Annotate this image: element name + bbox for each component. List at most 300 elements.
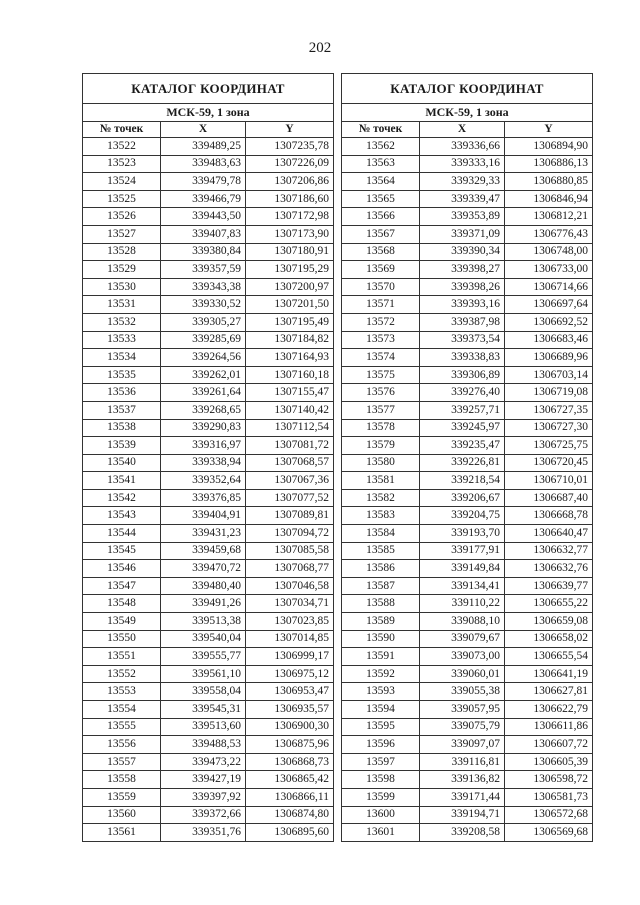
y-coordinate-cell: 1306687,40 (505, 489, 593, 507)
point-number-cell: 13532 (83, 313, 161, 331)
table-row (342, 296, 593, 314)
table-row (83, 665, 334, 683)
y-coordinate-cell: 1307173,90 (246, 225, 334, 243)
table-row (83, 419, 334, 437)
table-row (83, 683, 334, 701)
y-coordinate-cell: 1306641,19 (505, 665, 593, 683)
x-coordinate-cell: 339353,89 (420, 208, 505, 226)
point-number-cell: 13526 (83, 208, 161, 226)
table-row (342, 613, 593, 631)
point-number-cell: 13528 (83, 243, 161, 261)
y-coordinate-cell: 1306572,68 (505, 806, 593, 824)
x-coordinate-cell: 339407,83 (161, 225, 246, 243)
point-number-cell: 13587 (342, 577, 420, 595)
table-row (83, 384, 334, 402)
point-number-cell: 13600 (342, 806, 420, 824)
table-row (342, 489, 593, 507)
y-coordinate-cell: 1306714,66 (505, 278, 593, 296)
coordinate-catalog-table-right (341, 73, 593, 842)
y-coordinate-cell: 1306605,39 (505, 753, 593, 771)
point-number-cell: 13547 (83, 577, 161, 595)
point-number-cell: 13551 (83, 648, 161, 666)
table-row (83, 525, 334, 543)
x-coordinate-cell: 339488,53 (161, 736, 246, 754)
y-coordinate-cell: 1306692,52 (505, 313, 593, 331)
x-coordinate-cell: 339513,60 (161, 718, 246, 736)
catalog-title: КАТАЛОГ КООРДИНАТ (83, 74, 334, 104)
point-number-cell: 13585 (342, 542, 420, 560)
y-coordinate-cell: 1306846,94 (505, 190, 593, 208)
point-number-cell: 13582 (342, 489, 420, 507)
point-number-cell: 13525 (83, 190, 161, 208)
table-row (342, 190, 593, 208)
point-number-cell: 13557 (83, 753, 161, 771)
x-coordinate-cell: 339339,47 (420, 190, 505, 208)
table-row (83, 489, 334, 507)
point-number-cell: 13554 (83, 701, 161, 719)
y-coordinate-cell: 1307235,78 (246, 138, 334, 156)
y-coordinate-cell: 1306632,76 (505, 560, 593, 578)
point-number-cell: 13579 (342, 437, 420, 455)
table-row (83, 437, 334, 455)
x-coordinate-cell: 339398,26 (420, 278, 505, 296)
table-row (342, 243, 593, 261)
y-coordinate-cell: 1306639,77 (505, 577, 593, 595)
y-coordinate-cell: 1307068,57 (246, 454, 334, 472)
table-row (342, 788, 593, 806)
x-coordinate-cell: 339397,92 (161, 788, 246, 806)
x-coordinate-cell: 339483,63 (161, 155, 246, 173)
point-number-cell: 13527 (83, 225, 161, 243)
y-coordinate-cell: 1307140,42 (246, 401, 334, 419)
y-coordinate-cell: 1306632,77 (505, 542, 593, 560)
x-coordinate-cell: 339333,16 (420, 155, 505, 173)
point-number-cell: 13575 (342, 366, 420, 384)
table-row (83, 313, 334, 331)
point-number-cell: 13535 (83, 366, 161, 384)
y-coordinate-cell: 1306748,00 (505, 243, 593, 261)
point-number-cell: 13562 (342, 138, 420, 156)
x-coordinate-cell: 339330,52 (161, 296, 246, 314)
point-number-cell: 13572 (342, 313, 420, 331)
y-coordinate-cell: 1306719,08 (505, 384, 593, 402)
x-coordinate-cell: 339110,22 (420, 595, 505, 613)
x-coordinate-cell: 339193,70 (420, 525, 505, 543)
table-row (83, 225, 334, 243)
x-coordinate-cell: 339376,85 (161, 489, 246, 507)
table-row (83, 806, 334, 824)
table-row (342, 525, 593, 543)
x-coordinate-cell: 339079,67 (420, 630, 505, 648)
point-number-cell: 13567 (342, 225, 420, 243)
table-row (342, 507, 593, 525)
point-number-cell: 13599 (342, 788, 420, 806)
x-coordinate-cell: 339262,01 (161, 366, 246, 384)
table-row (342, 401, 593, 419)
table-row (342, 630, 593, 648)
point-number-cell: 13538 (83, 419, 161, 437)
point-number-cell: 13524 (83, 173, 161, 191)
point-number-cell: 13541 (83, 472, 161, 490)
x-coordinate-cell: 339218,54 (420, 472, 505, 490)
x-coordinate-cell: 339261,64 (161, 384, 246, 402)
point-number-cell: 13534 (83, 349, 161, 367)
table-row (83, 507, 334, 525)
y-coordinate-cell: 1306581,73 (505, 788, 593, 806)
table-row (342, 683, 593, 701)
y-coordinate-cell: 1306668,78 (505, 507, 593, 525)
x-coordinate-cell: 339513,38 (161, 613, 246, 631)
y-coordinate-cell: 1307155,47 (246, 384, 334, 402)
x-coordinate-cell: 339473,22 (161, 753, 246, 771)
y-coordinate-cell: 1307164,93 (246, 349, 334, 367)
y-coordinate-cell: 1306733,00 (505, 261, 593, 279)
point-number-cell: 13564 (342, 173, 420, 191)
y-coordinate-cell: 1306655,22 (505, 595, 593, 613)
x-coordinate-cell: 339371,09 (420, 225, 505, 243)
x-coordinate-cell: 339208,58 (420, 824, 505, 842)
y-coordinate-cell: 1306868,73 (246, 753, 334, 771)
y-coordinate-cell: 1306720,45 (505, 454, 593, 472)
catalog-body (342, 138, 593, 842)
table-row (83, 401, 334, 419)
point-number-cell: 13571 (342, 296, 420, 314)
x-coordinate-cell: 339357,59 (161, 261, 246, 279)
y-coordinate-cell: 1306935,57 (246, 701, 334, 719)
point-number-cell: 13531 (83, 296, 161, 314)
table-row (83, 542, 334, 560)
point-number-cell: 13530 (83, 278, 161, 296)
point-number-cell: 13591 (342, 648, 420, 666)
x-coordinate-cell: 339393,16 (420, 296, 505, 314)
x-coordinate-cell: 339372,66 (161, 806, 246, 824)
y-coordinate-cell: 1306689,96 (505, 349, 593, 367)
x-coordinate-cell: 339380,84 (161, 243, 246, 261)
y-coordinate-cell: 1307034,71 (246, 595, 334, 613)
table-row (83, 648, 334, 666)
page-number: 202 (308, 40, 332, 56)
x-coordinate-cell: 339561,10 (161, 665, 246, 683)
y-coordinate-cell: 1306895,60 (246, 824, 334, 842)
y-coordinate-cell: 1307180,91 (246, 243, 334, 261)
x-coordinate-cell: 339373,54 (420, 331, 505, 349)
y-coordinate-cell: 1307112,54 (246, 419, 334, 437)
x-coordinate-cell: 339338,83 (420, 349, 505, 367)
x-coordinate-cell: 339489,25 (161, 138, 246, 156)
y-coordinate-cell: 1306655,54 (505, 648, 593, 666)
x-coordinate-cell: 339245,97 (420, 419, 505, 437)
point-number-cell: 13563 (342, 155, 420, 173)
point-number-cell: 13529 (83, 261, 161, 279)
table-row (83, 595, 334, 613)
y-coordinate-cell: 1306880,85 (505, 173, 593, 191)
x-coordinate-cell: 339149,84 (420, 560, 505, 578)
y-coordinate-cell: 1306569,68 (505, 824, 593, 842)
column-header-x: X (161, 122, 246, 138)
table-row (342, 437, 593, 455)
table-row (83, 472, 334, 490)
x-coordinate-cell: 339194,71 (420, 806, 505, 824)
table-row (83, 243, 334, 261)
x-coordinate-cell: 339466,79 (161, 190, 246, 208)
table-row (342, 384, 593, 402)
point-number-cell: 13546 (83, 560, 161, 578)
x-coordinate-cell: 339459,68 (161, 542, 246, 560)
y-coordinate-cell: 1306607,72 (505, 736, 593, 754)
table-row (83, 331, 334, 349)
y-coordinate-cell: 1306875,96 (246, 736, 334, 754)
y-coordinate-cell: 1307195,29 (246, 261, 334, 279)
point-number-cell: 13559 (83, 788, 161, 806)
y-coordinate-cell: 1307081,72 (246, 437, 334, 455)
y-coordinate-cell: 1307089,81 (246, 507, 334, 525)
point-number-cell: 13569 (342, 261, 420, 279)
x-coordinate-cell: 339431,23 (161, 525, 246, 543)
point-number-cell: 13549 (83, 613, 161, 631)
table-row (342, 824, 593, 842)
point-number-cell: 13596 (342, 736, 420, 754)
table-row (83, 788, 334, 806)
catalog-zone: МСК-59, 1 зона (83, 104, 334, 122)
y-coordinate-cell: 1307046,58 (246, 577, 334, 595)
x-coordinate-cell: 339343,38 (161, 278, 246, 296)
point-number-cell: 13576 (342, 384, 420, 402)
y-coordinate-cell: 1306894,90 (505, 138, 593, 156)
x-coordinate-cell: 339057,95 (420, 701, 505, 719)
point-number-cell: 13568 (342, 243, 420, 261)
point-number-cell: 13540 (83, 454, 161, 472)
table-row (83, 577, 334, 595)
table-row (342, 595, 593, 613)
point-number-cell: 13543 (83, 507, 161, 525)
table-row (83, 138, 334, 156)
x-coordinate-cell: 339134,41 (420, 577, 505, 595)
y-coordinate-cell: 1306874,80 (246, 806, 334, 824)
x-coordinate-cell: 339073,00 (420, 648, 505, 666)
point-number-cell: 13537 (83, 401, 161, 419)
table-row (342, 155, 593, 173)
y-coordinate-cell: 1306866,11 (246, 788, 334, 806)
point-number-cell: 13553 (83, 683, 161, 701)
point-number-cell: 13580 (342, 454, 420, 472)
point-number-cell: 13536 (83, 384, 161, 402)
y-coordinate-cell: 1306727,35 (505, 401, 593, 419)
table-row (342, 331, 593, 349)
x-coordinate-cell: 339545,31 (161, 701, 246, 719)
x-coordinate-cell: 339558,04 (161, 683, 246, 701)
catalog-body (83, 138, 334, 842)
point-number-cell: 13588 (342, 595, 420, 613)
coordinate-catalog-table-left (82, 73, 334, 842)
x-coordinate-cell: 339305,27 (161, 313, 246, 331)
table-row (83, 173, 334, 191)
table-row (83, 718, 334, 736)
table-row (83, 613, 334, 631)
x-coordinate-cell: 339075,79 (420, 718, 505, 736)
point-number-cell: 13584 (342, 525, 420, 543)
y-coordinate-cell: 1307206,86 (246, 173, 334, 191)
table-row (342, 366, 593, 384)
y-coordinate-cell: 1306975,12 (246, 665, 334, 683)
point-number-cell: 13566 (342, 208, 420, 226)
point-number-cell: 13556 (83, 736, 161, 754)
point-number-cell: 13597 (342, 753, 420, 771)
y-coordinate-cell: 1306703,14 (505, 366, 593, 384)
x-coordinate-cell: 339226,81 (420, 454, 505, 472)
x-coordinate-cell: 339470,72 (161, 560, 246, 578)
x-coordinate-cell: 339398,27 (420, 261, 505, 279)
table-row (342, 313, 593, 331)
column-header-y: Y (505, 122, 593, 138)
table-row (342, 278, 593, 296)
y-coordinate-cell: 1307077,52 (246, 489, 334, 507)
point-number-cell: 13598 (342, 771, 420, 789)
point-number-cell: 13601 (342, 824, 420, 842)
x-coordinate-cell: 339338,94 (161, 454, 246, 472)
y-coordinate-cell: 1307094,72 (246, 525, 334, 543)
table-row (83, 824, 334, 842)
x-coordinate-cell: 339329,33 (420, 173, 505, 191)
y-coordinate-cell: 1306727,30 (505, 419, 593, 437)
point-number-cell: 13545 (83, 542, 161, 560)
point-number-cell: 13594 (342, 701, 420, 719)
point-number-cell: 13565 (342, 190, 420, 208)
y-coordinate-cell: 1306659,08 (505, 613, 593, 631)
x-coordinate-cell: 339290,83 (161, 419, 246, 437)
y-coordinate-cell: 1307160,18 (246, 366, 334, 384)
y-coordinate-cell: 1306683,46 (505, 331, 593, 349)
x-coordinate-cell: 339088,10 (420, 613, 505, 631)
table-row (342, 577, 593, 595)
y-coordinate-cell: 1306865,42 (246, 771, 334, 789)
point-number-cell: 13539 (83, 437, 161, 455)
table-row (342, 208, 593, 226)
y-coordinate-cell: 1306710,01 (505, 472, 593, 490)
y-coordinate-cell: 1306640,47 (505, 525, 593, 543)
y-coordinate-cell: 1306953,47 (246, 683, 334, 701)
x-coordinate-cell: 339306,89 (420, 366, 505, 384)
x-coordinate-cell: 339316,97 (161, 437, 246, 455)
point-number-cell: 13589 (342, 613, 420, 631)
x-coordinate-cell: 339204,75 (420, 507, 505, 525)
table-row (83, 736, 334, 754)
y-coordinate-cell: 1306598,72 (505, 771, 593, 789)
point-number-cell: 13581 (342, 472, 420, 490)
column-header-y: Y (246, 122, 334, 138)
table-row (342, 454, 593, 472)
x-coordinate-cell: 339264,56 (161, 349, 246, 367)
point-number-cell: 13593 (342, 683, 420, 701)
table-row (83, 630, 334, 648)
x-coordinate-cell: 339060,01 (420, 665, 505, 683)
x-coordinate-cell: 339171,44 (420, 788, 505, 806)
point-number-cell: 13555 (83, 718, 161, 736)
table-row (342, 225, 593, 243)
y-coordinate-cell: 1307186,60 (246, 190, 334, 208)
x-coordinate-cell: 339206,67 (420, 489, 505, 507)
table-row (342, 806, 593, 824)
table-row (342, 349, 593, 367)
x-coordinate-cell: 339404,91 (161, 507, 246, 525)
point-number-cell: 13586 (342, 560, 420, 578)
table-row (342, 736, 593, 754)
point-number-cell: 13578 (342, 419, 420, 437)
x-coordinate-cell: 339136,82 (420, 771, 505, 789)
column-header-x: X (420, 122, 505, 138)
x-coordinate-cell: 339352,64 (161, 472, 246, 490)
table-row (342, 419, 593, 437)
table-row (83, 366, 334, 384)
point-number-cell: 13560 (83, 806, 161, 824)
x-coordinate-cell: 339055,38 (420, 683, 505, 701)
catalog-zone: МСК-59, 1 зона (342, 104, 593, 122)
catalog-title: КАТАЛОГ КООРДИНАТ (342, 74, 593, 104)
table-row (83, 454, 334, 472)
y-coordinate-cell: 1306627,81 (505, 683, 593, 701)
point-number-cell: 13583 (342, 507, 420, 525)
y-coordinate-cell: 1307195,49 (246, 313, 334, 331)
point-number-cell: 13542 (83, 489, 161, 507)
y-coordinate-cell: 1306812,21 (505, 208, 593, 226)
x-coordinate-cell: 339097,07 (420, 736, 505, 754)
x-coordinate-cell: 339479,78 (161, 173, 246, 191)
y-coordinate-cell: 1306999,17 (246, 648, 334, 666)
table-row (342, 261, 593, 279)
y-coordinate-cell: 1307067,36 (246, 472, 334, 490)
point-number-cell: 13522 (83, 138, 161, 156)
y-coordinate-cell: 1307085,58 (246, 542, 334, 560)
table-row (342, 138, 593, 156)
x-coordinate-cell: 339268,65 (161, 401, 246, 419)
table-row (342, 542, 593, 560)
x-coordinate-cell: 339443,50 (161, 208, 246, 226)
y-coordinate-cell: 1306900,30 (246, 718, 334, 736)
y-coordinate-cell: 1307184,82 (246, 331, 334, 349)
table-row (342, 648, 593, 666)
x-coordinate-cell: 339390,34 (420, 243, 505, 261)
x-coordinate-cell: 339116,81 (420, 753, 505, 771)
table-row (83, 771, 334, 789)
x-coordinate-cell: 339177,91 (420, 542, 505, 560)
table-row (342, 472, 593, 490)
table-row (83, 261, 334, 279)
point-number-cell: 13574 (342, 349, 420, 367)
x-coordinate-cell: 339336,66 (420, 138, 505, 156)
y-coordinate-cell: 1306776,43 (505, 225, 593, 243)
table-row (83, 560, 334, 578)
y-coordinate-cell: 1306886,13 (505, 155, 593, 173)
point-number-cell: 13558 (83, 771, 161, 789)
point-number-cell: 13533 (83, 331, 161, 349)
x-coordinate-cell: 339285,69 (161, 331, 246, 349)
column-header-point-number: № точек (83, 122, 161, 138)
point-number-cell: 13548 (83, 595, 161, 613)
point-number-cell: 13544 (83, 525, 161, 543)
table-row (342, 701, 593, 719)
y-coordinate-cell: 1307014,85 (246, 630, 334, 648)
x-coordinate-cell: 339235,47 (420, 437, 505, 455)
table-row (342, 718, 593, 736)
y-coordinate-cell: 1306611,86 (505, 718, 593, 736)
point-number-cell: 13592 (342, 665, 420, 683)
y-coordinate-cell: 1306622,79 (505, 701, 593, 719)
x-coordinate-cell: 339427,19 (161, 771, 246, 789)
point-number-cell: 13570 (342, 278, 420, 296)
x-coordinate-cell: 339480,40 (161, 577, 246, 595)
table-row (83, 208, 334, 226)
y-coordinate-cell: 1306697,64 (505, 296, 593, 314)
x-coordinate-cell: 339555,77 (161, 648, 246, 666)
